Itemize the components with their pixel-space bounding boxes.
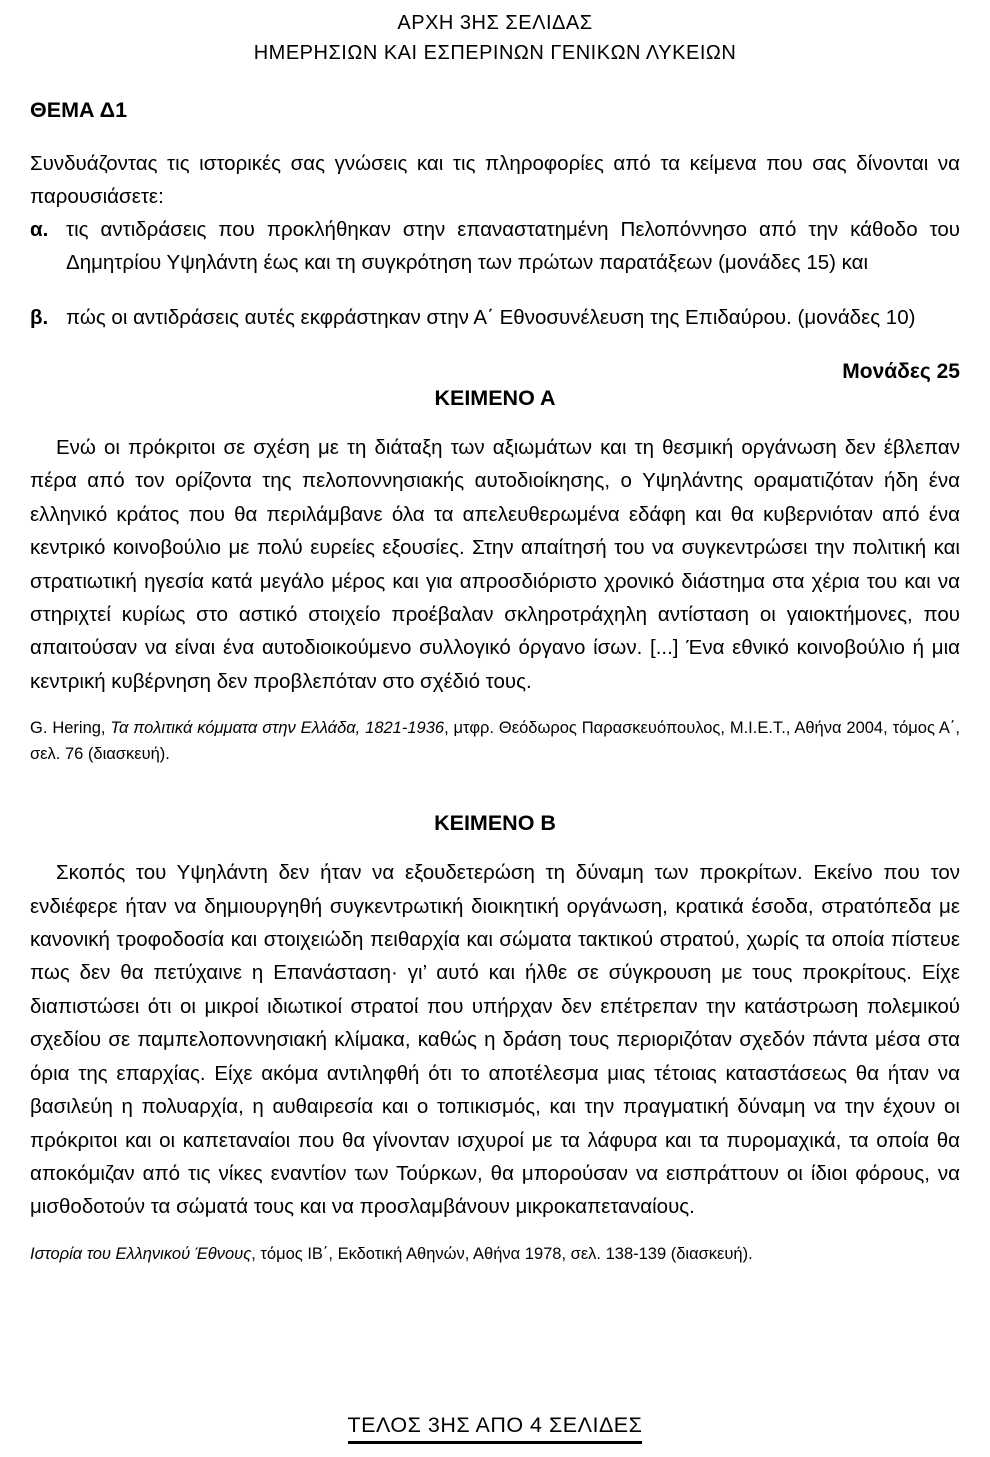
question-text-beta: πώς οι αντιδράσεις αυτές εκφράστηκαν στην Α΄ Εθνοσυνέλευση της Επιδαύρου. (μονάδες 10) bbox=[66, 306, 916, 329]
question-item-alpha bbox=[30, 213, 960, 279]
text-b-citation-title: Ιστορία του Ελληνικού Έθνους bbox=[30, 1244, 252, 1263]
page-footer-text: ΤΕΛΟΣ 3ΗΣ ΑΠΟ 4 ΣΕΛΙΔΕΣ bbox=[348, 1413, 643, 1444]
text-b-body: Σκοπός του Υψηλάντη δεν ήταν να εξουδετερώση τη δύναμη των προκρίτων. Εκείνο που τον ενδιέφερε ήταν να δημιουργηθή συγκεντρωτική διοικητική οργάνωση, κρατικά έσοδα, στρατόπεδα με κανονική τροφοδοσία και στοιχειώδη πειθαρχία και σώματα τακτικού στρατού, χωρίς τα οποία πίστευε πως δεν θα πετύχαινε η Επανάσταση· γι’ αυτό και ήλθε σε σύγκρουση με τους προκρίτους. Είχε διαπιστώσει ότι οι μικροί ιδιωτικοί στρατοί που υπήρχαν δεν επέτρεπαν την κατάστρωση πολεμικού σχεδίου σε παμπελοποννησιακή κλίμακα, καθώς η δράση τους περιοριζόταν σχεδόν πάντα μέσα στα όρια της επαρχίας. Είχε ακόμα αντιληφθή ότι το αποτέλεσμα μιας τέτοιας καταστάσεως θα ήταν να βασιλεύη η πολυαρχία, η αυθαιρεσία και ο τοπικισμός, και την πραγματική δύναμη να την έχουν οι πρόκριτοι και οι καπεταναίοι που θα γίνονταν ισχυροί με τα λάφυρα και τα πυρομαχικά, τα οποία θα αποκόμιζαν από τις νίκες εναντίον των Τούρκων, θα μπορούσαν να εισπράττουν οι ίδιοι φόρους, να μισθοδοτούν τα σώματά τους και να προσλαμβάνουν μικροκαπεταναίους. bbox=[30, 861, 960, 1219]
text-a-heading: ΚΕΙΜΕΝΟ Α bbox=[434, 386, 556, 410]
text-b-citation bbox=[30, 1241, 960, 1267]
page-header-line2: ΗΜΕΡΗΣΙΩΝ ΚΑΙ ΕΣΠΕΡΙΝΩΝ ΓΕΝΙΚΩΝ ΛΥΚΕΙΩΝ bbox=[253, 42, 737, 64]
question-text-alpha: τις αντιδράσεις που προκλήθηκαν στην επαναστατημένη Πελοπόννησο από την κάθοδο του Δημητρίου Υψηλάντη έως και τη συγκρότηση των πρώτων παρατάξεων (μονάδες 15) και bbox=[66, 218, 960, 274]
page-footer bbox=[0, 1413, 990, 1444]
text-a-citation-prefix: G. Hering, bbox=[30, 719, 111, 738]
theme-title: ΘΕΜΑ Δ1 bbox=[30, 98, 128, 122]
text-b-citation-suffix: , τόμος ΙΒ΄, Εκδοτική Αθηνών, Αθήνα 1978, σελ. 138-139 (διασκευή). bbox=[251, 1244, 753, 1263]
question-marker-alpha: α. bbox=[30, 218, 49, 241]
question-item-beta bbox=[30, 301, 960, 334]
points-label: Μονάδες 25 bbox=[842, 360, 960, 383]
page-header-line1: ΑΡΧΗ 3ΗΣ ΣΕΛΙΔΑΣ bbox=[397, 12, 593, 34]
text-b-heading: ΚΕΙΜΕΝΟ Β bbox=[434, 811, 556, 836]
question-marker-beta: β. bbox=[30, 306, 49, 329]
theme-intro: Συνδυάζοντας τις ιστορικές σας γνώσεις και τις πληροφορίες από τα κείμενα που σας δίνονται να παρουσιάσετε: bbox=[30, 152, 960, 208]
text-a-citation-suffix: , μτφρ. Θεόδωρος Παρασκευόπουλος, Μ.Ι.Ε.Τ., Αθήνα 2004, τόμος Α΄, σελ. 76 (διασκευή). bbox=[30, 719, 960, 764]
text-a-citation bbox=[30, 715, 960, 767]
text-a-citation-title: Τα πολιτικά κόμματα στην Ελλάδα, 1821-1936 bbox=[110, 719, 445, 738]
text-a-body: Ενώ οι πρόκριτοι σε σχέση με τη διάταξη των αξιωμάτων και τη θεσμική οργάνωση δεν έβλεπαν πέρα από τον ορίζοντα της πελοποννησιακής αυτοδιοίκησης, ο Υψηλάντης οραματιζόταν ήδη ένα ελληνικό κράτος που θα περιλάμβανε όλα τα απελευθερωμένα εδάφη και θα κυβερνιόταν από ένα κεντρικό κοινοβούλιο με πολύ ευρείες εξουσίες. Στην απαίτησή του να συγκεντρώσει την πολιτική και στρατιωτική ηγεσία κατά μεγάλο μέρος και για απροσδιόριστο χρονικό διάστημα στα χέρια του και να στηριχτεί κυρίως στο αστικό στοιχείο προέβαλαν σκληροτράχηλη αντίσταση οι γαιοκτήμονες, που απαιτούσαν να είναι ένα αυτοδιοικούμενο συλλογικό όργανο ίσων. [...] Ένα εθνικό κοινοβούλιο ή μια κεντρική κυβέρνηση δεν προβλεπόταν στο σχέδιό τους. bbox=[30, 436, 960, 693]
page-header bbox=[30, 8, 960, 68]
